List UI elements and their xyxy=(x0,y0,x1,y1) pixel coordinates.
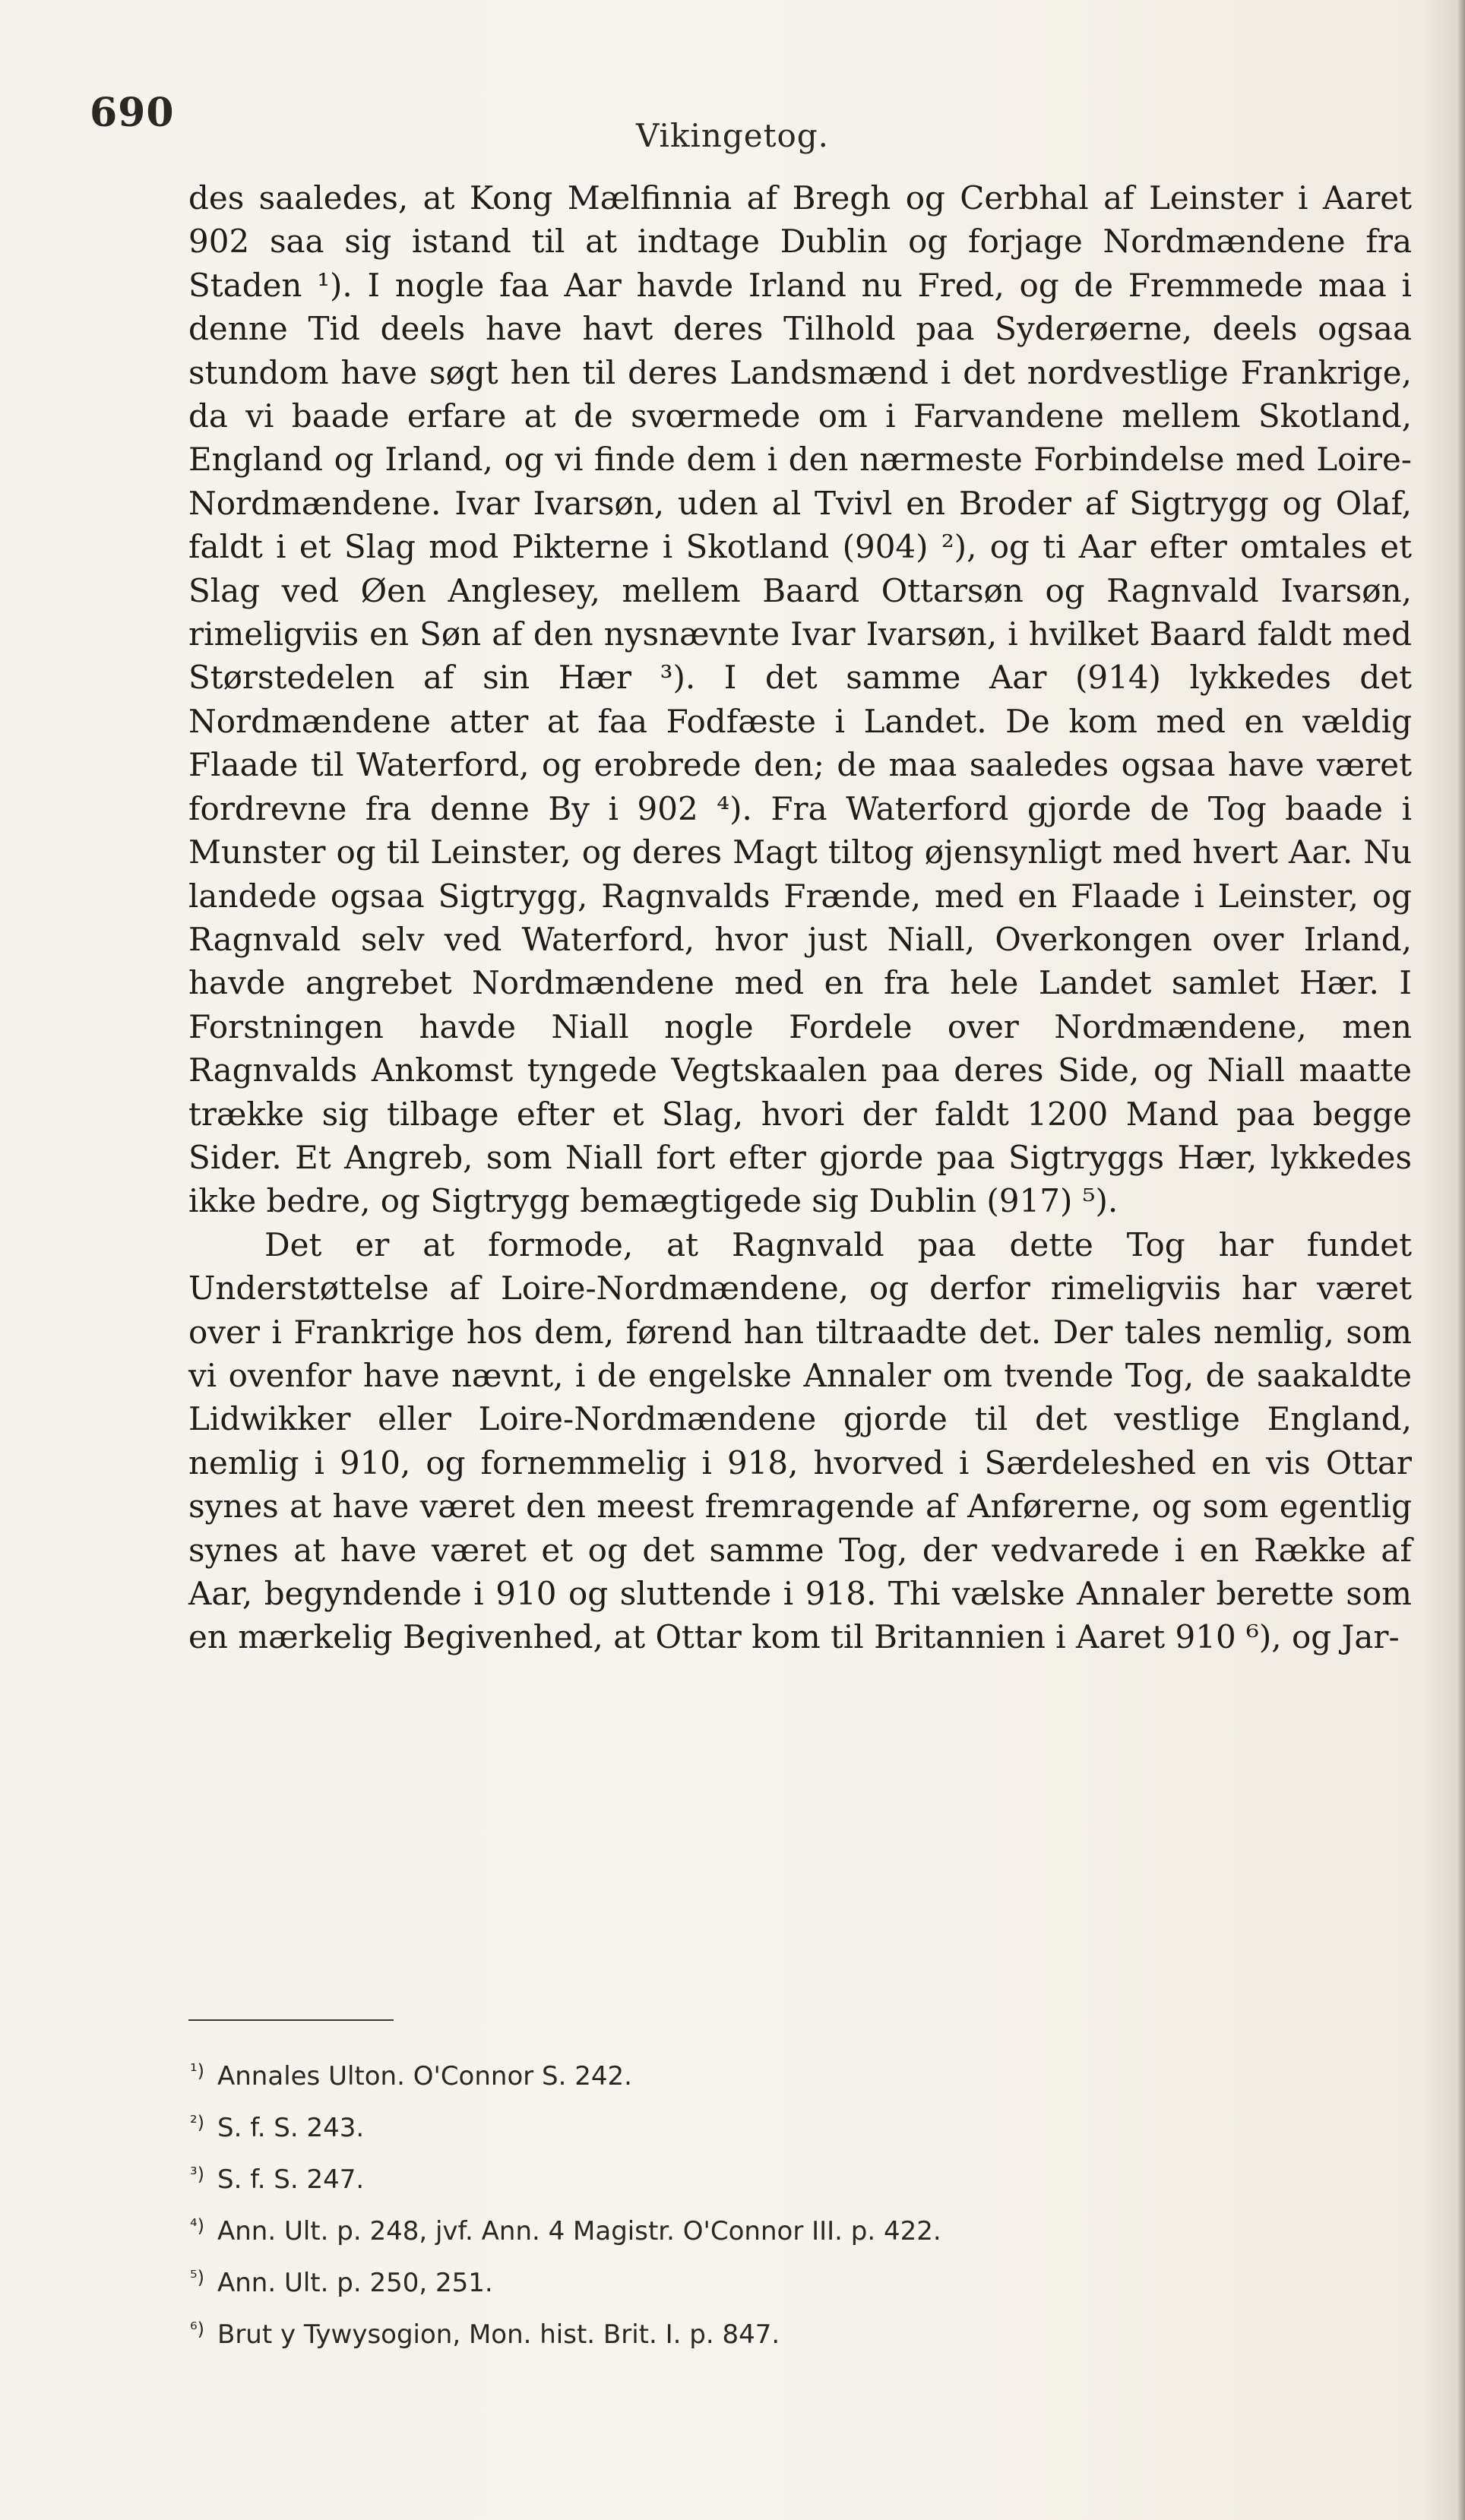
footnote xyxy=(190,2307,1254,2358)
footnote-mark: ¹) xyxy=(190,2060,204,2082)
footnote-mark: ⁶) xyxy=(190,2319,204,2340)
footnote-mark: ⁵) xyxy=(190,2267,204,2288)
footnote-mark: ³) xyxy=(190,2164,204,2185)
footnote-mark: ²) xyxy=(190,2112,204,2133)
running-head: Vikingetog. xyxy=(635,117,830,154)
main-text xyxy=(188,176,1412,1659)
footnote-separator xyxy=(188,2019,394,2021)
footnote-text: Ann. Ult. p. 250, 251. xyxy=(217,2268,493,2298)
footnote-text: S. f. S. 243. xyxy=(217,2113,365,2143)
footnote xyxy=(190,2048,1254,2100)
paragraph: des saaledes, at Kong Mælfinnia af Bregh og Cerbhal af Leinster i Aaret 902 saa sig istand til at indtage Dublin og forjage Nordmændene fra Staden ¹). I nogle faa Aar havde Irland nu Fred, og de Fremmede maa i denne Tid deels have havt deres Tilhold paa Syderøerne, deels ogsaa stundom have søgt hen til deres Landsmænd i det nordvestlige Frankrige, da vi baade erfare at de svœrmede om i Farvandene mellem Skotland, England og Irland, og vi finde dem i den nærmeste Forbindelse med Loire-Nordmændene. Ivar Ivarsøn, uden al Tvivl en Broder af Sigtrygg og Olaf, faldt i et Slag mod Pikterne i Skotland (904) ²), og ti Aar efter omtales et Slag ved Øen Anglesey, mellem Baard Ottarsøn og Ragnvald Ivarsøn, rimeligviis en Søn af den nysnævnte Ivar Ivarsøn, i hvilket Baard faldt med Størstedelen af sin Hær ³). I det samme Aar (914) lykkedes det Nordmændene atter at faa Fodfæste i Landet. De kom med en vældig Flaade til Waterford, og erobrede den; de maa saaledes ogsaa have været fordrevne fra denne By i 902 ⁴). Fra Waterford gjorde de Tog baade i Munster og til Leinster, og deres Magt tiltog øjensynligt med hvert Aar. Nu landede ogsaa Sigtrygg, Ragnvalds Frænde, med en Flaade i Leinster, og Ragnvald selv ved Waterford, hvor just Niall, Overkongen over Irland, havde angrebet Nordmændene med en fra hele Landet samlet Hær. I Forstningen havde Niall nogle Fordele over Nordmændene, men Ragnvalds Ankomst tyngede Vegtskaalen paa deres Side, og Niall maatte trække sig tilbage efter et Slag, hvori der faldt 1200 Mand paa begge Sider. Et Angreb, som Niall fort efter gjorde paa Sigtryggs Hær, lykkedes ikke bedre, og Sigtrygg bemægtigede sig Dublin (917) ⁵). xyxy=(188,179,1412,1220)
footnote xyxy=(190,2100,1254,2152)
paragraph: Det er at formode, at Ragnvald paa dette Tog har fundet Understøttelse af Loire-Nordmændene, og derfor rimeligviis har været over i Frankrige hos dem, førend han tiltraadte det. Der tales nemlig, som vi ovenfor have nævnt, i de engelske Annaler om tvende Tog, de saakaldte Lidwikker eller Loire-Nordmændene gjorde til det vestlige England, nemlig i 910, og fornemmelig i 918, hvorved i Særdeleshed en vis Ottar synes at have været den meest fremragende af Anførerne, og som egentlig synes at have været et og det samme Tog, der vedvarede i en Række af Aar, begyndende i 910 og sluttende i 918. Thi vælske Annaler berette som en mærkelig Begivenhed, at Ottar kom til Britannien i Aaret 910 ⁶), og Jar- xyxy=(188,1225,1412,1656)
footnote-mark: ⁴) xyxy=(190,2215,204,2237)
page-number: 690 xyxy=(90,90,175,136)
page-edge-shadow xyxy=(1457,0,1465,2520)
footnote-text: S. f. S. 247. xyxy=(217,2164,365,2195)
footnotes xyxy=(190,2048,1254,2358)
footnote xyxy=(190,2203,1254,2255)
footnote xyxy=(190,2152,1254,2203)
footnote-text: Annales Ulton. O'Connor S. 242. xyxy=(217,2061,632,2092)
footnote-text: Ann. Ult. p. 248, jvf. Ann. 4 Magistr. O'Connor III. p. 422. xyxy=(217,2216,941,2246)
footnote-text: Brut y Tywysogion, Mon. hist. Brit. I. p. 847. xyxy=(217,2319,780,2350)
footnote xyxy=(190,2255,1254,2307)
